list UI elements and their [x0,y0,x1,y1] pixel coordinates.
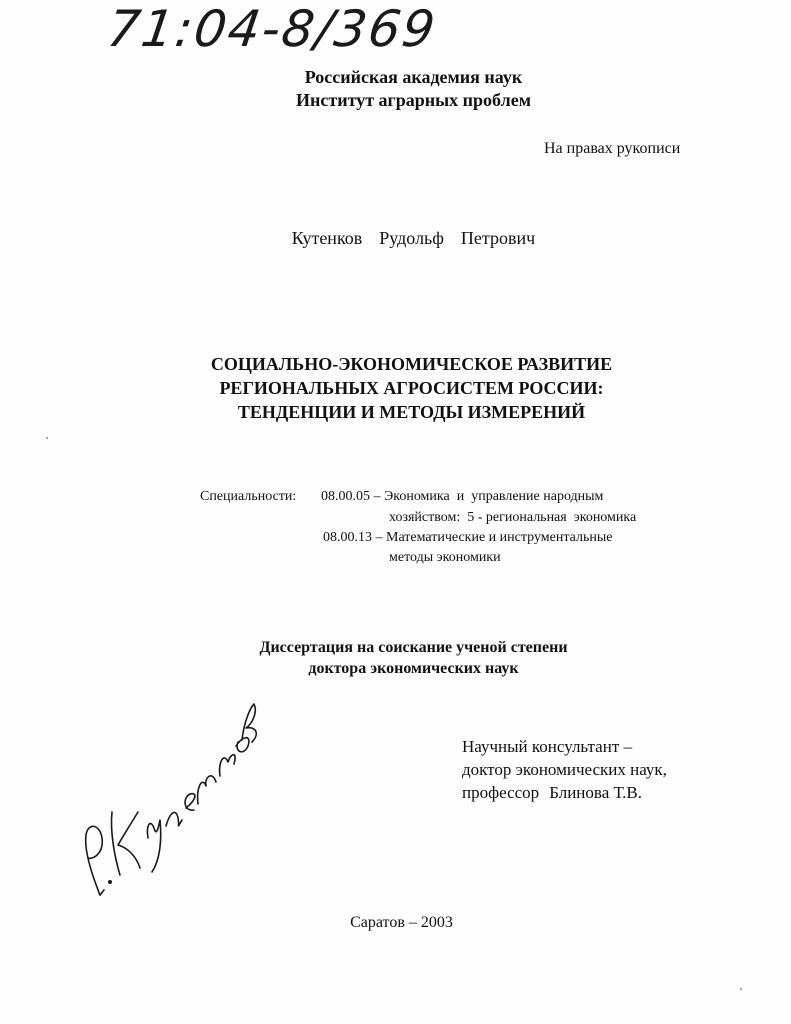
specialty-1-line-2: хозяйством: 5 - региональная экономика [389,510,637,525]
consultant-title: профессор [462,783,540,802]
degree-line-2: доктора экономических наук [308,660,519,677]
specialty-1-line-1: 08.00.05 – Экономика и управление народным [321,489,604,504]
specialty-2-line-2: методы экономики [389,550,501,565]
author-name-block [0,228,791,249]
city-year: Саратов – 2003 [350,914,453,931]
consultant-line-1: Научный консультант – [462,737,632,756]
degree-line-1: Диссертация на соискание ученой степени [259,639,568,656]
degree-statement [0,637,791,679]
scientific-consultant [462,735,667,804]
scan-speck [46,437,48,439]
rights-note: На правах рукописи [544,140,681,157]
city-year-block [0,914,791,932]
organization-line-1: Российская академия наук [304,67,523,87]
scan-speck [740,988,742,990]
title-line-1: СОЦИАЛЬНО-ЭКОНОМИЧЕСКОЕ РАЗВИТИЕ [210,354,613,374]
title-line-3: ТЕНДЕНЦИИ И МЕТОДЫ ИЗМЕРЕНИЙ [237,402,586,422]
organization-line-2: Институт аграрных проблем [296,90,531,110]
author-name: Кутенков Рудольф Петрович [291,228,536,248]
consultant-line-2: доктор экономических наук, [462,760,667,779]
handwritten-catalog-number: 71:04-8/369 [103,0,441,58]
specialties-label: Специальности: [200,489,297,504]
consultant-name: Блинова Т.В. [549,783,643,802]
handwritten-signature [70,700,270,910]
consultant-line-3 [462,781,667,804]
organization-header [0,66,791,112]
title-line-2: РЕГИОНАЛЬНЫХ АГРОСИСТЕМ РОССИИ: [219,378,604,398]
specialty-2-line-1: 08.00.13 – Математические и инструментальные [323,530,613,545]
dissertation-title [0,352,791,424]
